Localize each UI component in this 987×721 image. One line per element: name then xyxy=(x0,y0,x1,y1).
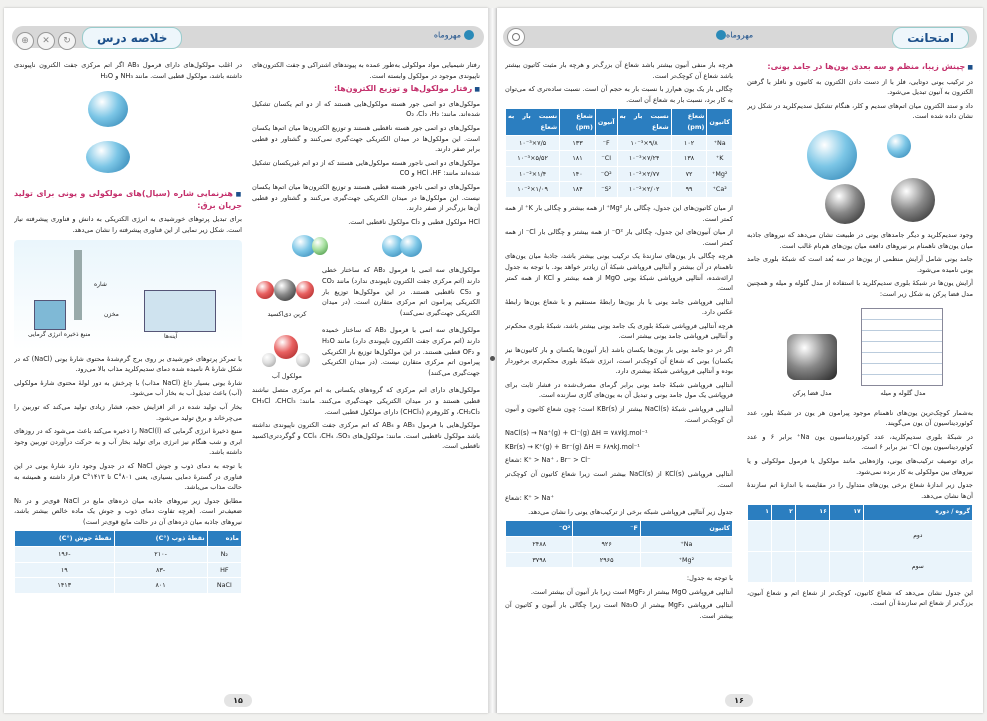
table-cell: ۲/۷۷×۱۰⁻² xyxy=(617,166,671,182)
paragraph: آنتالپی فروپاشی MgO بیشتر از MgF₂ است زیرا بار آنیون آن بیشتر است. xyxy=(530,587,733,596)
table-cell: HF xyxy=(207,562,241,578)
table-header: F⁻ xyxy=(573,521,640,537)
table-header: شعاع (pm) xyxy=(560,109,596,135)
table-cell: ۸۰۱ xyxy=(114,578,207,594)
paragraph: مولکول‌های دو اتمی ناجور هسته قطبی هستند و توزیع الکترون‌ها میان اتم‌ها یکسان نیست. این مولکول‌ها در میدان الکتریکی جهت‌گیری می‌کنند و گشتاور دو قطبی آن‌ها بزرگ‌تر از صفر دارند. xyxy=(252,182,480,213)
table-cell: ۵/۵۲×۱۰⁻³ xyxy=(506,151,560,167)
water-molecule-icon xyxy=(86,141,130,173)
figure-label: شاره xyxy=(94,280,107,288)
table-cell: Mg²⁺ xyxy=(640,552,732,568)
table-cell: S²⁻ xyxy=(595,182,617,198)
ionic-radius-table xyxy=(747,504,973,583)
paragraph: هرچه آنتالپی فروپاشی شبکهٔ بلوری یک جامد یونی بیشتر باشد، شبکهٔ بلوری محکم‌تر و آنتالپی فروپاشی جامد یونی بیشتر است. xyxy=(505,321,733,341)
paragraph: در اغلب مولکول‌های دارای فرمول AB₃ اگر اتم مرکزی جفت الکترون ناپیوندی داشته باشد، مولکول قطبی است. مانند NH₃ و H₂O xyxy=(14,61,242,80)
brand-name: مهروماه xyxy=(433,30,461,40)
section-heading: ■ چینش زیبا، منظم و سه بعدی یون‌ها در جامد یونی: xyxy=(747,62,973,74)
paragraph: آرایش یون‌ها در شبکهٔ بلوری سدیم‌کلرید با استفاده از مدل گلوله و میله و همچنین مدل فضا پرکن به شکل زیر است: xyxy=(747,279,973,298)
paragraph: بخار آب تولید شده در اثر افزایش حجم، فشار زیادی تولید می‌کند که توربین را می‌چرخاند و برق تولید می‌شود. xyxy=(14,402,242,422)
table-header: ماده xyxy=(207,531,241,547)
table-cell: Ca²⁺ xyxy=(707,182,733,198)
chlorine-atom-icon xyxy=(825,184,865,224)
equation: KBr(s) → K⁺(g) + Br⁻(g) ΔH = ۶۸۹kJ.mol⁻¹ xyxy=(505,442,640,451)
table-cell: ۹۲۶ xyxy=(573,536,640,552)
charge-radius-table xyxy=(505,108,733,198)
electron-transfer-figure xyxy=(747,126,973,226)
solar-power-figure xyxy=(14,240,242,350)
paragraph: این جدول نشان می‌دهد که شعاع کاتیون، کوچک‌تر از شعاع اتم و شعاع آنیون، بزرگ‌تر از شعاع اتم سازندهٔ آن است. xyxy=(747,588,973,608)
brand-left xyxy=(434,30,474,40)
paragraph: با توجه به دمای ذوب و جوش NaCl که در جدول وجود دارد شارهٔ یونی در این فناوری در گسترهٔ دمایی بسیاری، یعنی ۸۰۱°C تا ۱۴۱۳°C قرار داشته و همیشه به حالت مذاب می‌باشد. xyxy=(14,461,242,492)
table-header: ۱۷ xyxy=(829,505,863,521)
brand-logo-icon xyxy=(716,30,726,40)
table-cell: Cl⁻ xyxy=(595,151,617,167)
paragraph: رفتار شیمیایی مواد مولکولی به‌طور عمده به پیوندهای اشتراکی و جفت الکترون‌های ناپیوندی موجود در مولکول وابسته است. xyxy=(252,61,480,80)
table-cell: ۷/۲۴×۱۰⁻³ xyxy=(617,151,671,167)
table-cell: NaCl xyxy=(207,578,241,594)
table-row xyxy=(506,166,733,182)
paragraph: HCl مولکول قطبی و Cl₂ مولکول ناقطبی است. xyxy=(348,217,480,226)
table-cell xyxy=(748,551,772,582)
table-cell xyxy=(829,551,863,582)
chloride-ion-icon xyxy=(891,178,935,222)
sodium-atom-icon xyxy=(807,130,857,180)
table-row xyxy=(748,520,973,551)
page-header-left xyxy=(12,26,484,48)
paragraph: هرچه چگالی بار یون‌های سازندهٔ یک ترکیب یونی بیشتر باشد، جاذبهٔ میان یون‌های ناهمنام در آن بیشتر و آنتالپی فروپاشی شبکهٔ آن زیادتر خواهد بود. با توجه به جدول ارائه‌شده، آنتالپی فروپاشی شبکهٔ یونی MgO از همه بیشتر و KCl از همه کمتر است. xyxy=(505,252,733,293)
crystal-models-figure xyxy=(747,304,973,404)
paragraph: جدول زیر آنتالپی فروپاشی شبکه برخی از ترکیب‌های یونی را نشان می‌دهد. xyxy=(528,507,733,516)
storage-tank-icon xyxy=(34,300,66,330)
table-cell: ۳۷۹۸ xyxy=(506,552,573,568)
table-header: نسبت بار به شعاع xyxy=(617,109,671,135)
hydrogen-atom-icon xyxy=(262,353,276,367)
oxygen-atom-icon xyxy=(274,335,298,359)
paragraph: آنتالپی فروپاشی جامد یونی با بار یون‌ها رابطهٔ مستقیم و با شعاع یون‌ها رابطهٔ عکس دارد. xyxy=(505,297,733,317)
left-page-column-left xyxy=(14,60,242,687)
paragraph: جامد یونی شامل آرایش منظمی از یون‌ها در سه بُعد است که شبکهٔ بلوری جامد یونی نامیده می‌شود. xyxy=(747,255,973,274)
spine-dot-icon xyxy=(490,356,495,361)
table-row xyxy=(15,562,242,578)
table-cell: ۱۳۸ xyxy=(671,151,707,167)
table-cell: ۱/۰۹×۱۰⁻² xyxy=(506,182,560,198)
figure-caption: مدل گلوله و میله xyxy=(880,388,926,397)
search-icon[interactable] xyxy=(507,28,525,46)
paragraph: مولکول‌های دو اتمی ناجور هسته مولکول‌هایی هستند که از دو اتم غیریکسان تشکیل شده‌اند مانند: HCl ،HF و CO xyxy=(252,158,480,178)
paragraph: از میان کاتیون‌های این جدول، چگالی بار Mg²⁺ از همه بیشتر و چگالی بار K⁺ از همه کمتر است. xyxy=(505,203,733,223)
melting-boiling-table xyxy=(14,530,242,593)
table-row xyxy=(15,578,242,594)
paragraph: مولکول‌های سه اتمی با فرمول AB₂ که ساختار خطی دارند (اتم مرکزی جفت الکترون ناپیوندی ندارد) مانند CO₂ و CS₂ ناقطبی هستند. در این مولکول‌ها توزیع بار الکتریکی پیرامون اتم مرکزی متقارن است. (در میدان الکتریکی جهت‌گیری نمی‌کنند) xyxy=(322,266,480,317)
table-row xyxy=(506,552,733,568)
table-cell: -۲۱۰ xyxy=(114,547,207,563)
paragraph: آنتالپی فروپاشی MgF₂ بیشتر از Na₂O است زیرا چگالی بار آنیون و کاتیون آن بیشتر است. xyxy=(505,601,733,620)
table-header: O²⁻ xyxy=(506,521,573,537)
ammonia-molecule-icon xyxy=(88,91,128,127)
paragraph: جدول زیر اندازهٔ شعاع برخی یون‌های متداول را در مقایسه با اندازهٔ اتم سازندهٔ آن‌ها نشان می‌دهد. xyxy=(747,481,973,500)
brand-right xyxy=(713,30,753,40)
table-cell: ۷/۵×۱۰⁻³ xyxy=(506,135,560,151)
ammonia-water-figure xyxy=(14,85,242,185)
brand-logo-icon xyxy=(464,30,474,40)
brand-name: مهروماه xyxy=(726,30,754,40)
table-cell: ۱۴۱۳ xyxy=(15,578,115,594)
carbon-atom-icon xyxy=(274,279,296,301)
table-header: ۱۶ xyxy=(795,505,829,521)
table-cell: ۲۴۸۸ xyxy=(506,536,573,552)
ball-stick-model-icon xyxy=(861,308,943,386)
paragraph: آنتالپی فروپاشی شبکهٔ (NaCl(s بیشتر از (KBr(s است؛ چون شعاع کاتیون و آنیون آن کوچک‌تر است. xyxy=(505,405,733,424)
right-page-column-left xyxy=(505,60,733,687)
tower-icon xyxy=(74,250,82,320)
table-cell: دوم xyxy=(863,520,972,551)
table-cell xyxy=(771,551,795,582)
figure-caption: کربن دی‌اکسید xyxy=(267,310,307,319)
paragraph: مولکول‌هایی با فرمول AB₃ و AB₄ که اتم مرکزی جفت الکترون ناپیوندی نداشته باشد مولکول ناقطبی است. مانند: مولکول‌های CCl₄ ،CH₄ ،SO₃ و گوگردتری‌اکسید ناقطبی است. xyxy=(252,421,480,451)
close-icon[interactable]: ✕ xyxy=(37,32,55,50)
table-header: آنیون xyxy=(595,109,617,135)
table-cell: ۱۴۰ xyxy=(560,166,596,182)
paragraph: برای تبدیل پرتوهای خورشیدی به انرژی الکتریکی به دانش و فناوری پیشرفته نیاز است. شکل زیر نمایی از این فناوری پیشرفته را نشان می‌دهد. xyxy=(14,215,242,234)
section-heading: ■ رفتار مولکول‌ها و توزیع الکترون‌ها: xyxy=(252,84,480,96)
paragraph: چگالی بار یک یون هم‌ارز با نسبت بار به حجم آن است. نسبت ساده‌تری که می‌توان به کار برد، نسبت بار به شعاع آن است. xyxy=(505,85,733,104)
table-cell xyxy=(748,520,772,551)
dipole-figure xyxy=(252,231,480,261)
paragraph: آنتالپی فروپاشی (KCl(s از (NaCl(s بیشتر است زیرا شعاع کاتیون آن کوچک‌تر است. xyxy=(505,470,733,489)
sodium-ion-icon xyxy=(887,134,911,158)
table-cell: ۲۹۶۵ xyxy=(573,552,640,568)
page-header-right xyxy=(503,26,977,48)
paragraph: مولکول‌های سه اتمی با فرمول AB₂ که ساختار خمیده دارند (اتم مرکزی جفت الکترون ناپیوندی دارد) مانند H₂O و OF₂ قطبی هستند. در این مولکول‌ها توزیع بار الکتریکی پیرامون اتم مرکزی متقارن نیست. (در میدان الکتریکی جهت‌گیری می‌کنند) xyxy=(322,326,480,377)
paragraph: مولکول‌های دو اتمی جور هسته مولکول‌هایی هستند که از دو اتم یکسان تشکیل شده‌اند. مانند: O₂ ،Cl₂ ،H₂ xyxy=(252,99,480,119)
page-number-left: ۱۵ xyxy=(224,694,252,707)
paragraph: در ترکیب یونی دوتایی، فلز با از دست دادن الکترون به کاتیون و نافلز با گرفتن الکترون به آنیون تبدیل می‌شود. xyxy=(747,77,973,97)
paragraph: از میان آنیون‌های این جدول، چگالی بار O²⁻ از همه بیشتر و چگالی بار Cl⁻ از همه کمتر است. xyxy=(505,228,733,247)
paragraph: داد و ستد الکترون میان اتم‌های سدیم و کلر، هنگام تشکیل سدیم‌کلرید در شکل زیر نشان داده شده است. xyxy=(747,101,973,121)
figure-label: آینه‌ها xyxy=(164,332,178,340)
table-cell: Na⁺ xyxy=(707,135,733,151)
table-cell: ۱۹ xyxy=(15,562,115,578)
table-cell: ۱۳۳ xyxy=(560,135,596,151)
table-cell: ۹۹ xyxy=(671,182,707,198)
table-header: کاتیون xyxy=(640,521,732,537)
table-row xyxy=(506,182,733,198)
right-page xyxy=(497,8,983,713)
right-page-column-right xyxy=(747,60,973,687)
period-label: دوره xyxy=(935,508,950,516)
table-cell: ۹/۸×۱۰⁻³ xyxy=(617,135,671,151)
table-cell: ۷۲ xyxy=(671,166,707,182)
group-label: گروه xyxy=(955,508,970,516)
table-cell: ۱۰۲ xyxy=(671,135,707,151)
section-heading: ■ هنرنمایی شاره (سیال)های مولکولی و یونی برای تولید جریان برق: xyxy=(14,189,242,211)
table-cell: ۱/۴×۱۰⁻² xyxy=(506,166,560,182)
table-cell xyxy=(795,551,829,582)
table-header: نقطهٔ ذوب (°C) xyxy=(114,531,207,547)
table-cell: ۱۸۱ xyxy=(560,151,596,167)
left-page-column-right xyxy=(252,60,480,687)
table-cell: N₂ xyxy=(207,547,241,563)
paragraph: وجود سدیم‌کلرید و دیگر جامدهای یونی در طبیعت نشان می‌دهد که نیروهای جاذبه میان یون‌های ناهمنام بر نیروهای دافعه میان یون‌های هم‌نام غالب است. xyxy=(747,230,973,250)
table-row xyxy=(506,151,733,167)
table-row xyxy=(15,547,242,563)
paragraph: مولکول‌های دو اتمی جور هسته ناقطبی هستند و توزیع الکترون‌ها میان اتم‌ها یکسان است. این مولکول‌ها در میدان الکتریکی جهت‌گیری نمی‌کنند و گشتاور دو قطبی برابر صفر دارند. xyxy=(252,123,480,154)
paragraph: برای توصیف ترکیب‌های یونی، واژه‌هایی مانند مولکول یا فرمول مولکولی و یا نیروهای بین مولکولی به کار برده نمی‌شود. xyxy=(747,456,973,476)
figure-caption: مولکول آب xyxy=(272,372,302,381)
table-header: ۲ xyxy=(771,505,795,521)
table-header: نسبت بار به شعاع xyxy=(506,109,560,135)
paragraph: با تمرکز پرتوهای خورشیدی بر روی برج گرم‌شدهٔ محتوی شارهٔ یونی (NaCl) که در شکل شارهٔ A نامیده شده دمای سدیم‌کلرید مذاب بالا می‌رود. xyxy=(14,354,242,374)
table-cell: -۱۹۶ xyxy=(15,547,115,563)
paragraph: شارهٔ یونی بسیار داغ (NaCl مذاب) با چرخش به دور لولهٔ محتوی شارهٔ مولکولی (آب) باعث تبدیل آب به بخار آب می‌شود. xyxy=(14,378,242,398)
equation: شعاع: K⁺ > Na⁺ ، Br⁻ > Cl⁻ xyxy=(505,456,591,465)
paragraph: در شبکهٔ بلوری سدیم‌کلرید، عدد کوئوردیناسیون یون Na⁺ برابر ۶ و عدد کوئوردیناسیون یون Cl⁻ نیز برابر ۶ است. xyxy=(747,432,973,452)
paragraph: منبع ذخیرهٔ انرژی گرمایی که (NaCl(l را ذخیره می‌کند باعث می‌شود که در روزهای ابری و شب هنگام نیز انرژی برای تولید بخار آب و به حرکت درآوردن توربین وجود داشته باشد. xyxy=(14,427,242,457)
table-row xyxy=(748,551,973,582)
paragraph: مولکول‌های دارای اتم مرکزی که گروه‌های یکسانی به اتم مرکزی متصل نباشند قطبی هستند و در میدان الکتریکی جهت‌گیری می‌کنند. مانند: CH₃Cl ،CHCl₃ ،CH₂Cl₂ و کلروفرم (CHCl₃) دارای مولکول قطبی است. xyxy=(252,386,480,416)
refresh-icon[interactable]: ↻ xyxy=(58,32,76,50)
table-cell xyxy=(829,520,863,551)
cl-atom-icon xyxy=(312,237,328,255)
header-icons xyxy=(16,28,79,50)
space-filling-model-icon xyxy=(787,334,837,380)
table-cell: K⁺ xyxy=(707,151,733,167)
oxygen-atom-icon xyxy=(256,281,274,299)
figure-label: مخزن xyxy=(104,310,119,318)
equation: NaCl(s) → Na⁺(g) + Cl⁻(g) ΔH = ۷۸۷kJ.mol⁻¹ xyxy=(505,429,648,438)
menu-icon[interactable]: ⊕ xyxy=(16,32,34,50)
oxygen-atom-icon xyxy=(296,281,314,299)
left-page xyxy=(4,8,488,713)
water-figure xyxy=(252,325,322,385)
table-header: گروه / دوره xyxy=(863,505,972,521)
table-cell: ۲/۰۲×۱۰⁻² xyxy=(617,182,671,198)
table-cell: Mg²⁺ xyxy=(707,166,733,182)
table-cell: Na⁺ xyxy=(640,536,732,552)
figure-label: منبع ذخیره انرژی گرمایی xyxy=(28,330,91,338)
table-header: شعاع (pm) xyxy=(671,109,707,135)
table-cell: O²⁻ xyxy=(595,166,617,182)
table-row xyxy=(506,536,733,552)
paragraph: با توجه به جدول: xyxy=(686,574,733,583)
table-cell xyxy=(795,520,829,551)
header-title-left: خلاصه درس xyxy=(82,27,182,49)
table-cell: F⁻ xyxy=(595,135,617,151)
equation: شعاع: K⁺ > Na⁺ xyxy=(505,494,554,503)
co2-figure xyxy=(252,265,322,325)
table-cell: ۱۸۴ xyxy=(560,182,596,198)
cl2-molecule-icon xyxy=(400,235,422,257)
paragraph: اگر در دو جامد یونی بار یون‌ها یکسان باشد (بار آنیون‌ها یکسان و بار کاتیون‌ها نیز یکسان) یونی که شعاع آن کوچک‌تر است، انرژی شبکهٔ بلوری محکم‌تری برخوردار بوده و آنتالپی فروپاشی شبکهٔ بیشتری دارد. xyxy=(505,346,733,376)
lattice-enthalpy-table xyxy=(505,520,733,568)
book-spine xyxy=(488,8,497,713)
hydrogen-atom-icon xyxy=(296,353,310,367)
paragraph: به‌شمار کوچک‌ترین یون‌های ناهمنام موجود پیرامون هر یون در شبکهٔ بلور، عدد کوئوردیناسیون آن یون می‌گویند. xyxy=(747,408,973,428)
table-header: نقطهٔ جوش (°C) xyxy=(15,531,115,547)
table-header: کاتیون xyxy=(707,109,733,135)
table-header: ۱ xyxy=(748,505,772,521)
table-cell: سوم xyxy=(863,551,972,582)
paragraph: هرچه بار منفی آنیون بیشتر باشد شعاع آن بزرگ‌تر و هرچه بار مثبت کاتیون بیشتر باشد شعاع آن کوچک‌تر است. xyxy=(505,61,733,80)
table-cell: -۸۳ xyxy=(114,562,207,578)
turbine-house-icon xyxy=(144,290,216,332)
paragraph: آنتالپی فروپاشی شبکهٔ جامد یونی برابر گرمای مصرف‌شده در فشار ثابت برای فروپاشی یک مول جامد یونی و تبدیل آن به یون‌های گازی سازنده است. xyxy=(505,380,733,400)
header-title-right: امتحانت xyxy=(892,27,969,49)
figure-caption: مدل فضا پرکن xyxy=(792,388,832,397)
page-number-right: ۱۶ xyxy=(725,694,753,707)
paragraph: مطابق جدول زیر نیروهای جاذبه میان ذره‌های مایع در NaCl قوی‌تر و در N₂ ضعیف‌تر است. (هرچه تفاوت دمای ذوب و جوش یک ماده خالص بیشتر باشد، نیروهای جاذبه میان ذره‌های آن در حالت مایع قوی‌تر است) xyxy=(14,496,242,526)
table-row xyxy=(506,135,733,151)
table-cell xyxy=(771,520,795,551)
